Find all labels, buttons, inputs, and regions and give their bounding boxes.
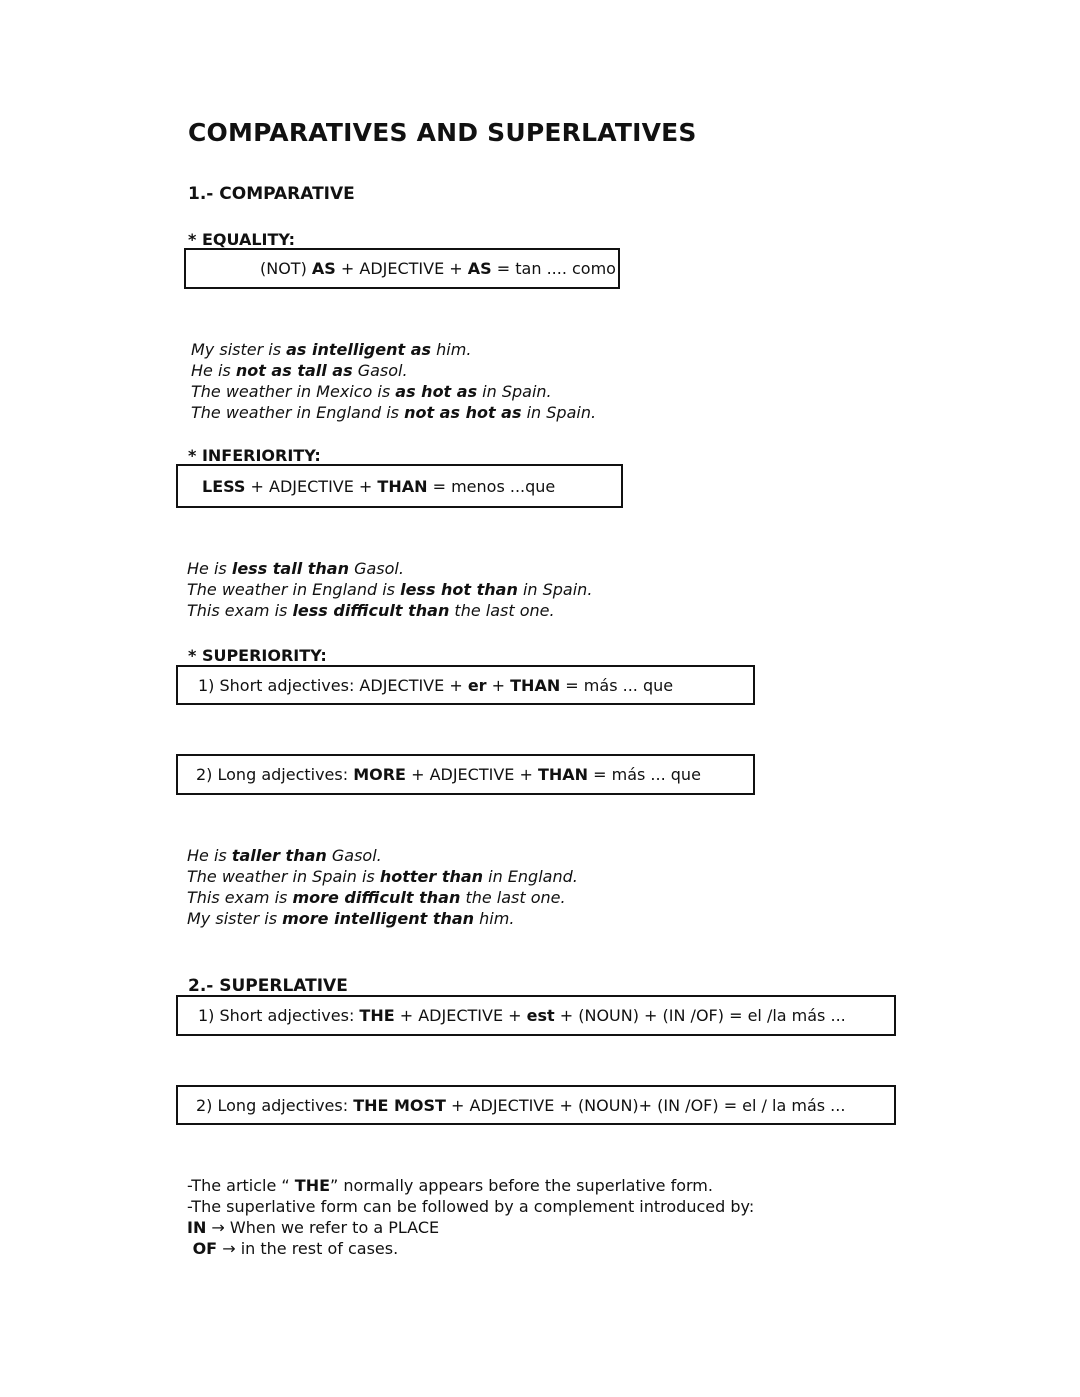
text-run: + ADJECTIVE + bbox=[335, 259, 468, 278]
text-run: = más ... que bbox=[560, 675, 674, 695]
text-run: The weather in England is bbox=[191, 403, 405, 422]
superlative-short-rule-box bbox=[176, 995, 896, 1036]
superiority-long-rule-box bbox=[176, 754, 755, 795]
text-run: This exam is bbox=[187, 601, 293, 620]
text-run: 1) Short adjectives: ADJECTIVE + bbox=[198, 675, 468, 695]
text-run: → in the rest of cases. bbox=[217, 1239, 399, 1258]
section-comparative-heading: 1.- COMPARATIVE bbox=[188, 184, 355, 204]
text-line bbox=[187, 558, 592, 579]
text-run: -The superlative form can be followed by a complement introduced by: bbox=[187, 1197, 755, 1216]
text-run: + bbox=[486, 675, 511, 695]
text-line bbox=[191, 339, 596, 360]
bold-text-run: THE MOST bbox=[353, 1095, 446, 1115]
bold-text-run: not as hot as bbox=[404, 403, 522, 422]
text-line bbox=[187, 1239, 754, 1260]
text-run: in Spain. bbox=[477, 382, 552, 401]
text-line bbox=[191, 381, 596, 402]
bold-text-run: THE bbox=[359, 1006, 395, 1025]
text-run: + ADJECTIVE + bbox=[394, 1006, 527, 1025]
equality-examples bbox=[191, 339, 596, 423]
bold-text-run: AS bbox=[467, 259, 492, 278]
text-line bbox=[187, 1176, 754, 1197]
text-run: He is bbox=[187, 846, 232, 865]
text-line bbox=[187, 1218, 754, 1239]
text-run: 2) Long adjectives: bbox=[196, 765, 354, 784]
bold-text-run: as hot as bbox=[395, 382, 478, 401]
equality-rule-box bbox=[184, 248, 620, 289]
bold-text-run: taller than bbox=[231, 846, 327, 865]
bold-text-run: LESS bbox=[202, 476, 246, 496]
text-run: → When we refer to a PLACE bbox=[206, 1218, 440, 1237]
text-run: (NOT) bbox=[260, 259, 312, 278]
bold-text-run: OF bbox=[187, 1239, 218, 1258]
bold-text-run: less tall than bbox=[231, 559, 349, 578]
bold-text-run: THE bbox=[294, 1176, 331, 1195]
text-run: him. bbox=[474, 909, 515, 928]
text-run: in Spain. bbox=[517, 580, 593, 599]
text-run: + ADJECTIVE + bbox=[245, 476, 378, 496]
inferiority-rule bbox=[202, 477, 555, 496]
text-run: in Spain. bbox=[521, 403, 597, 422]
bold-text-run: est bbox=[526, 1006, 555, 1025]
text-line bbox=[187, 866, 578, 887]
text-run: ” normally appears before the superlative form. bbox=[330, 1176, 713, 1195]
bold-text-run: THAN bbox=[510, 675, 561, 695]
text-run: My sister is bbox=[191, 340, 287, 359]
bold-text-run: IN bbox=[187, 1218, 207, 1237]
text-run: -The article “ bbox=[187, 1176, 295, 1195]
superiority-short-rule-box bbox=[176, 665, 755, 705]
text-run: The weather in England is bbox=[187, 580, 401, 599]
text-run: = más ... que bbox=[588, 765, 701, 784]
bold-text-run: less hot than bbox=[400, 580, 518, 599]
text-run: Gasol. bbox=[352, 361, 408, 380]
superlative-long-rule bbox=[196, 1096, 845, 1115]
superlative-long-rule-box bbox=[176, 1085, 896, 1125]
text-run: This exam is bbox=[187, 888, 293, 907]
superlative-short-rule bbox=[198, 1006, 846, 1025]
text-run: him. bbox=[431, 340, 472, 359]
inferiority-label: * INFERIORITY: bbox=[188, 446, 321, 465]
text-line bbox=[191, 402, 596, 423]
equality-rule bbox=[260, 259, 616, 278]
text-run: + ADJECTIVE + (NOUN)+ (IN /OF) = el / la más ... bbox=[445, 1095, 846, 1115]
bold-text-run: hotter than bbox=[379, 867, 484, 886]
bold-text-run: AS bbox=[311, 259, 336, 278]
bold-text-run: less difficult than bbox=[292, 601, 450, 620]
text-run: = tan .... como bbox=[491, 259, 616, 278]
superiority-short-rule bbox=[198, 676, 673, 695]
section-superlative-heading: 2.- SUPERLATIVE bbox=[188, 976, 348, 996]
text-run: Gasol. bbox=[326, 846, 382, 865]
text-run: 2) Long adjectives: bbox=[196, 1095, 354, 1115]
inferiority-rule-box bbox=[176, 464, 623, 508]
equality-label: * EQUALITY: bbox=[188, 230, 296, 249]
text-line bbox=[187, 579, 592, 600]
text-run: Gasol. bbox=[349, 559, 404, 578]
text-run: My sister is bbox=[187, 909, 283, 928]
bold-text-run: MORE bbox=[353, 765, 406, 784]
superiority-label: * SUPERIORITY: bbox=[188, 646, 327, 665]
bold-text-run: er bbox=[467, 675, 487, 695]
text-run: + (NOUN) + (IN /OF) = el /la más ... bbox=[554, 1006, 846, 1025]
superlative-notes bbox=[187, 1176, 754, 1260]
bold-text-run: as intelligent as bbox=[286, 340, 432, 359]
inferiority-examples bbox=[187, 558, 592, 621]
text-line bbox=[187, 1197, 754, 1218]
bold-text-run: more intelligent than bbox=[282, 909, 475, 928]
text-run: the last one. bbox=[460, 888, 566, 907]
superiority-long-rule bbox=[196, 765, 701, 784]
text-run: in England. bbox=[483, 867, 578, 886]
text-line bbox=[187, 908, 578, 929]
text-run: The weather in Mexico is bbox=[191, 382, 396, 401]
text-run: the last one. bbox=[449, 601, 555, 620]
text-run: = menos ...que bbox=[427, 476, 556, 496]
text-line bbox=[191, 360, 596, 381]
bold-text-run: more difficult than bbox=[292, 888, 461, 907]
text-run: He is bbox=[191, 361, 236, 380]
text-run: 1) Short adjectives: bbox=[198, 1006, 360, 1025]
bold-text-run: THAN bbox=[377, 476, 428, 496]
page-title: COMPARATIVES AND SUPERLATIVES bbox=[188, 118, 697, 147]
text-run: The weather in Spain is bbox=[187, 867, 380, 886]
text-run: He is bbox=[187, 559, 232, 578]
text-line bbox=[187, 845, 578, 866]
superiority-examples bbox=[187, 845, 578, 929]
bold-text-run: not as tall as bbox=[235, 361, 353, 380]
text-run: + ADJECTIVE + bbox=[405, 765, 538, 784]
text-line bbox=[187, 600, 592, 621]
text-line bbox=[187, 887, 578, 908]
bold-text-run: THAN bbox=[537, 765, 589, 784]
